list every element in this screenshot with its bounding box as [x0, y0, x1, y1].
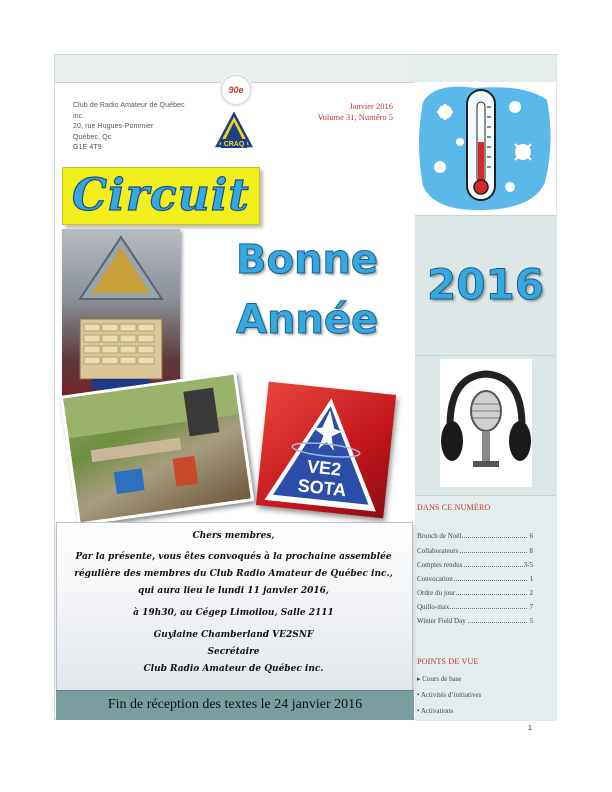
toc-label: Quillo-max	[417, 603, 450, 611]
toc-label: Collaborateurs	[417, 547, 459, 555]
toc-item[interactable]	[417, 547, 533, 559]
ve2-sota-logo	[256, 382, 396, 519]
toc-item[interactable]	[417, 575, 533, 587]
anniversary-badge: 90e	[221, 75, 251, 105]
invite-line: à 19h30, au Cégep Limoilou, Salle 2111	[133, 608, 334, 618]
invite-signature: Guylaine Chamberland VE2SNF	[153, 630, 314, 640]
year-text: 2016	[427, 260, 544, 309]
toc-label: Winter Field Day	[417, 617, 466, 625]
winter-thermometer-illustration	[415, 82, 556, 215]
toc-page: 5	[529, 617, 533, 625]
toc-item[interactable]	[417, 603, 533, 615]
toc-label: Convocation	[417, 575, 453, 583]
craq-logo	[215, 112, 253, 150]
club-city: Québec, Qc	[73, 133, 112, 141]
point-item: • Activations	[417, 707, 454, 715]
toc-item[interactable]	[417, 617, 533, 629]
toc-page: 3-5	[523, 561, 533, 569]
headphones-box	[415, 355, 556, 496]
invite-line: qui aura lieu le lundi 11 janvier 2016,	[137, 586, 330, 596]
toc-page: 1	[529, 575, 533, 583]
invite-salutation: Chers membres,	[192, 531, 275, 541]
issue-info	[295, 101, 393, 123]
point-item: ▸ Cours de base	[417, 675, 462, 683]
toc-label: Ordre du jour	[417, 589, 456, 597]
toc-page: 8	[529, 547, 533, 555]
field-day-photo	[60, 371, 254, 525]
contents-title: DANS CE NUMÉRO	[417, 503, 491, 512]
invite-line: Par la présente, vous êtes convoqués à la prochaine assemblée	[75, 552, 392, 562]
toc-page: 7	[529, 603, 533, 611]
club-street: 20, rue Hugues-Pommier	[73, 123, 154, 130]
toc-label: Brunch de Noël	[417, 532, 462, 540]
issue-date: Janvier 2016	[349, 101, 393, 111]
microphone-headphones-image	[415, 356, 556, 496]
toc-item[interactable]	[417, 589, 533, 601]
toc-item[interactable]	[417, 532, 533, 544]
page-number: 1	[528, 725, 532, 732]
greeting-line-2: Année	[236, 297, 379, 343]
sota-text-2: SOTA	[296, 475, 348, 501]
club-name: Club de Radio Amateur de Québec inc.	[73, 102, 185, 120]
toc-label: Comptes rendus	[417, 561, 463, 569]
deadline-text: Fin de réception des textes le 24 janvier 2016	[107, 697, 363, 712]
toc-page: 6	[529, 532, 533, 540]
logo-text: CRAQ	[223, 141, 245, 148]
sidebar-top-band	[415, 55, 556, 82]
greeting-line-1: Bonne	[236, 237, 379, 283]
issue-volume: Volume 31, Numéro 5	[317, 112, 393, 122]
invite-signature: Secrétaire	[207, 647, 260, 657]
trophy-photo	[62, 229, 180, 404]
points-title: POINTS DE VUE	[417, 657, 479, 666]
point-item: • Activités d’initiatives	[417, 691, 482, 699]
invite-signature: Club Radio Amateur de Québec inc.	[143, 664, 324, 674]
toc-item[interactable]	[417, 561, 533, 573]
sota-text-1: VE2	[306, 456, 343, 480]
club-postal: G1E 4T9	[73, 144, 102, 151]
newsletter-title: Circuit	[72, 170, 250, 221]
club-address	[73, 101, 193, 154]
invite-line: régulière des membres du Club Radio Amateur de Québec inc.,	[74, 569, 393, 579]
toc-page: 2	[529, 589, 533, 597]
